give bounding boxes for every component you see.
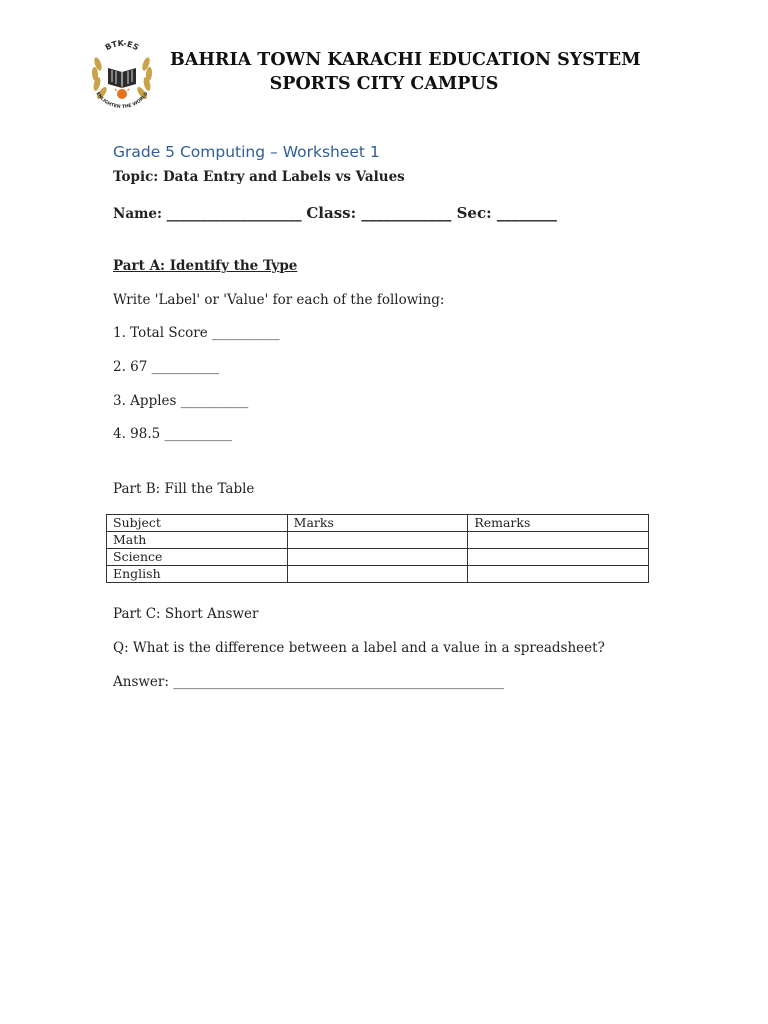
- table-row: [107, 532, 649, 549]
- part-a-item-1[interactable]: 1. Total Score __________: [113, 325, 280, 341]
- remarks-cell[interactable]: [468, 549, 649, 566]
- svg-text:ENLIGHTEN THE WORLD: ENLIGHTEN THE WORLD: [94, 91, 150, 111]
- marks-table: [106, 514, 649, 583]
- part-a-item-3[interactable]: 3. Apples __________: [113, 393, 249, 409]
- remarks-cell[interactable]: [468, 566, 649, 583]
- worksheet-title: Grade 5 Computing – Worksheet 1: [113, 143, 380, 161]
- part-c-question: Q: What is the difference between a label and a value in a spreadsheet?: [113, 640, 605, 656]
- svg-text:BTK-ES: BTK-ES: [103, 38, 141, 53]
- marks-cell[interactable]: [287, 532, 468, 549]
- student-info-line: [113, 204, 557, 222]
- subject-cell: English: [107, 566, 288, 583]
- header-remarks: Remarks: [468, 515, 649, 532]
- part-a-instruction: Write 'Label' or 'Value' for each of the following:: [113, 292, 445, 308]
- school-logo: [82, 34, 162, 114]
- marks-cell[interactable]: [287, 549, 468, 566]
- subject-cell: Math: [107, 532, 288, 549]
- sec-field[interactable]: Sec: ________: [456, 204, 557, 222]
- remarks-cell[interactable]: [468, 532, 649, 549]
- part-c-heading: Part C: Short Answer: [113, 606, 259, 622]
- table-row: [107, 566, 649, 583]
- name-field[interactable]: Name: ____________________: [113, 206, 307, 222]
- header-subject: Subject: [107, 515, 288, 532]
- subject-cell: Science: [107, 549, 288, 566]
- school-campus-line: SPORTS CITY CAMPUS: [269, 74, 499, 94]
- table-header-row: [107, 515, 649, 532]
- school-name-header: [170, 48, 641, 96]
- header-marks: Marks: [287, 515, 468, 532]
- part-b-heading: Part B: Fill the Table: [113, 481, 255, 497]
- school-name-line1: BAHRIA TOWN KARACHI EDUCATION SYSTEM: [170, 50, 641, 70]
- part-a-item-4[interactable]: 4. 98.5 __________: [113, 426, 233, 442]
- part-a-heading: Part A: Identify the Type: [113, 258, 298, 274]
- class-field[interactable]: Class: ____________: [306, 204, 457, 222]
- worksheet-topic: Topic: Data Entry and Labels vs Values: [113, 169, 405, 185]
- marks-cell[interactable]: [287, 566, 468, 583]
- table-row: [107, 549, 649, 566]
- answer-field[interactable]: Answer: _________________________________________________: [113, 674, 504, 690]
- school-crest-icon: [82, 34, 162, 114]
- part-a-item-2[interactable]: 2. 67 __________: [113, 359, 220, 375]
